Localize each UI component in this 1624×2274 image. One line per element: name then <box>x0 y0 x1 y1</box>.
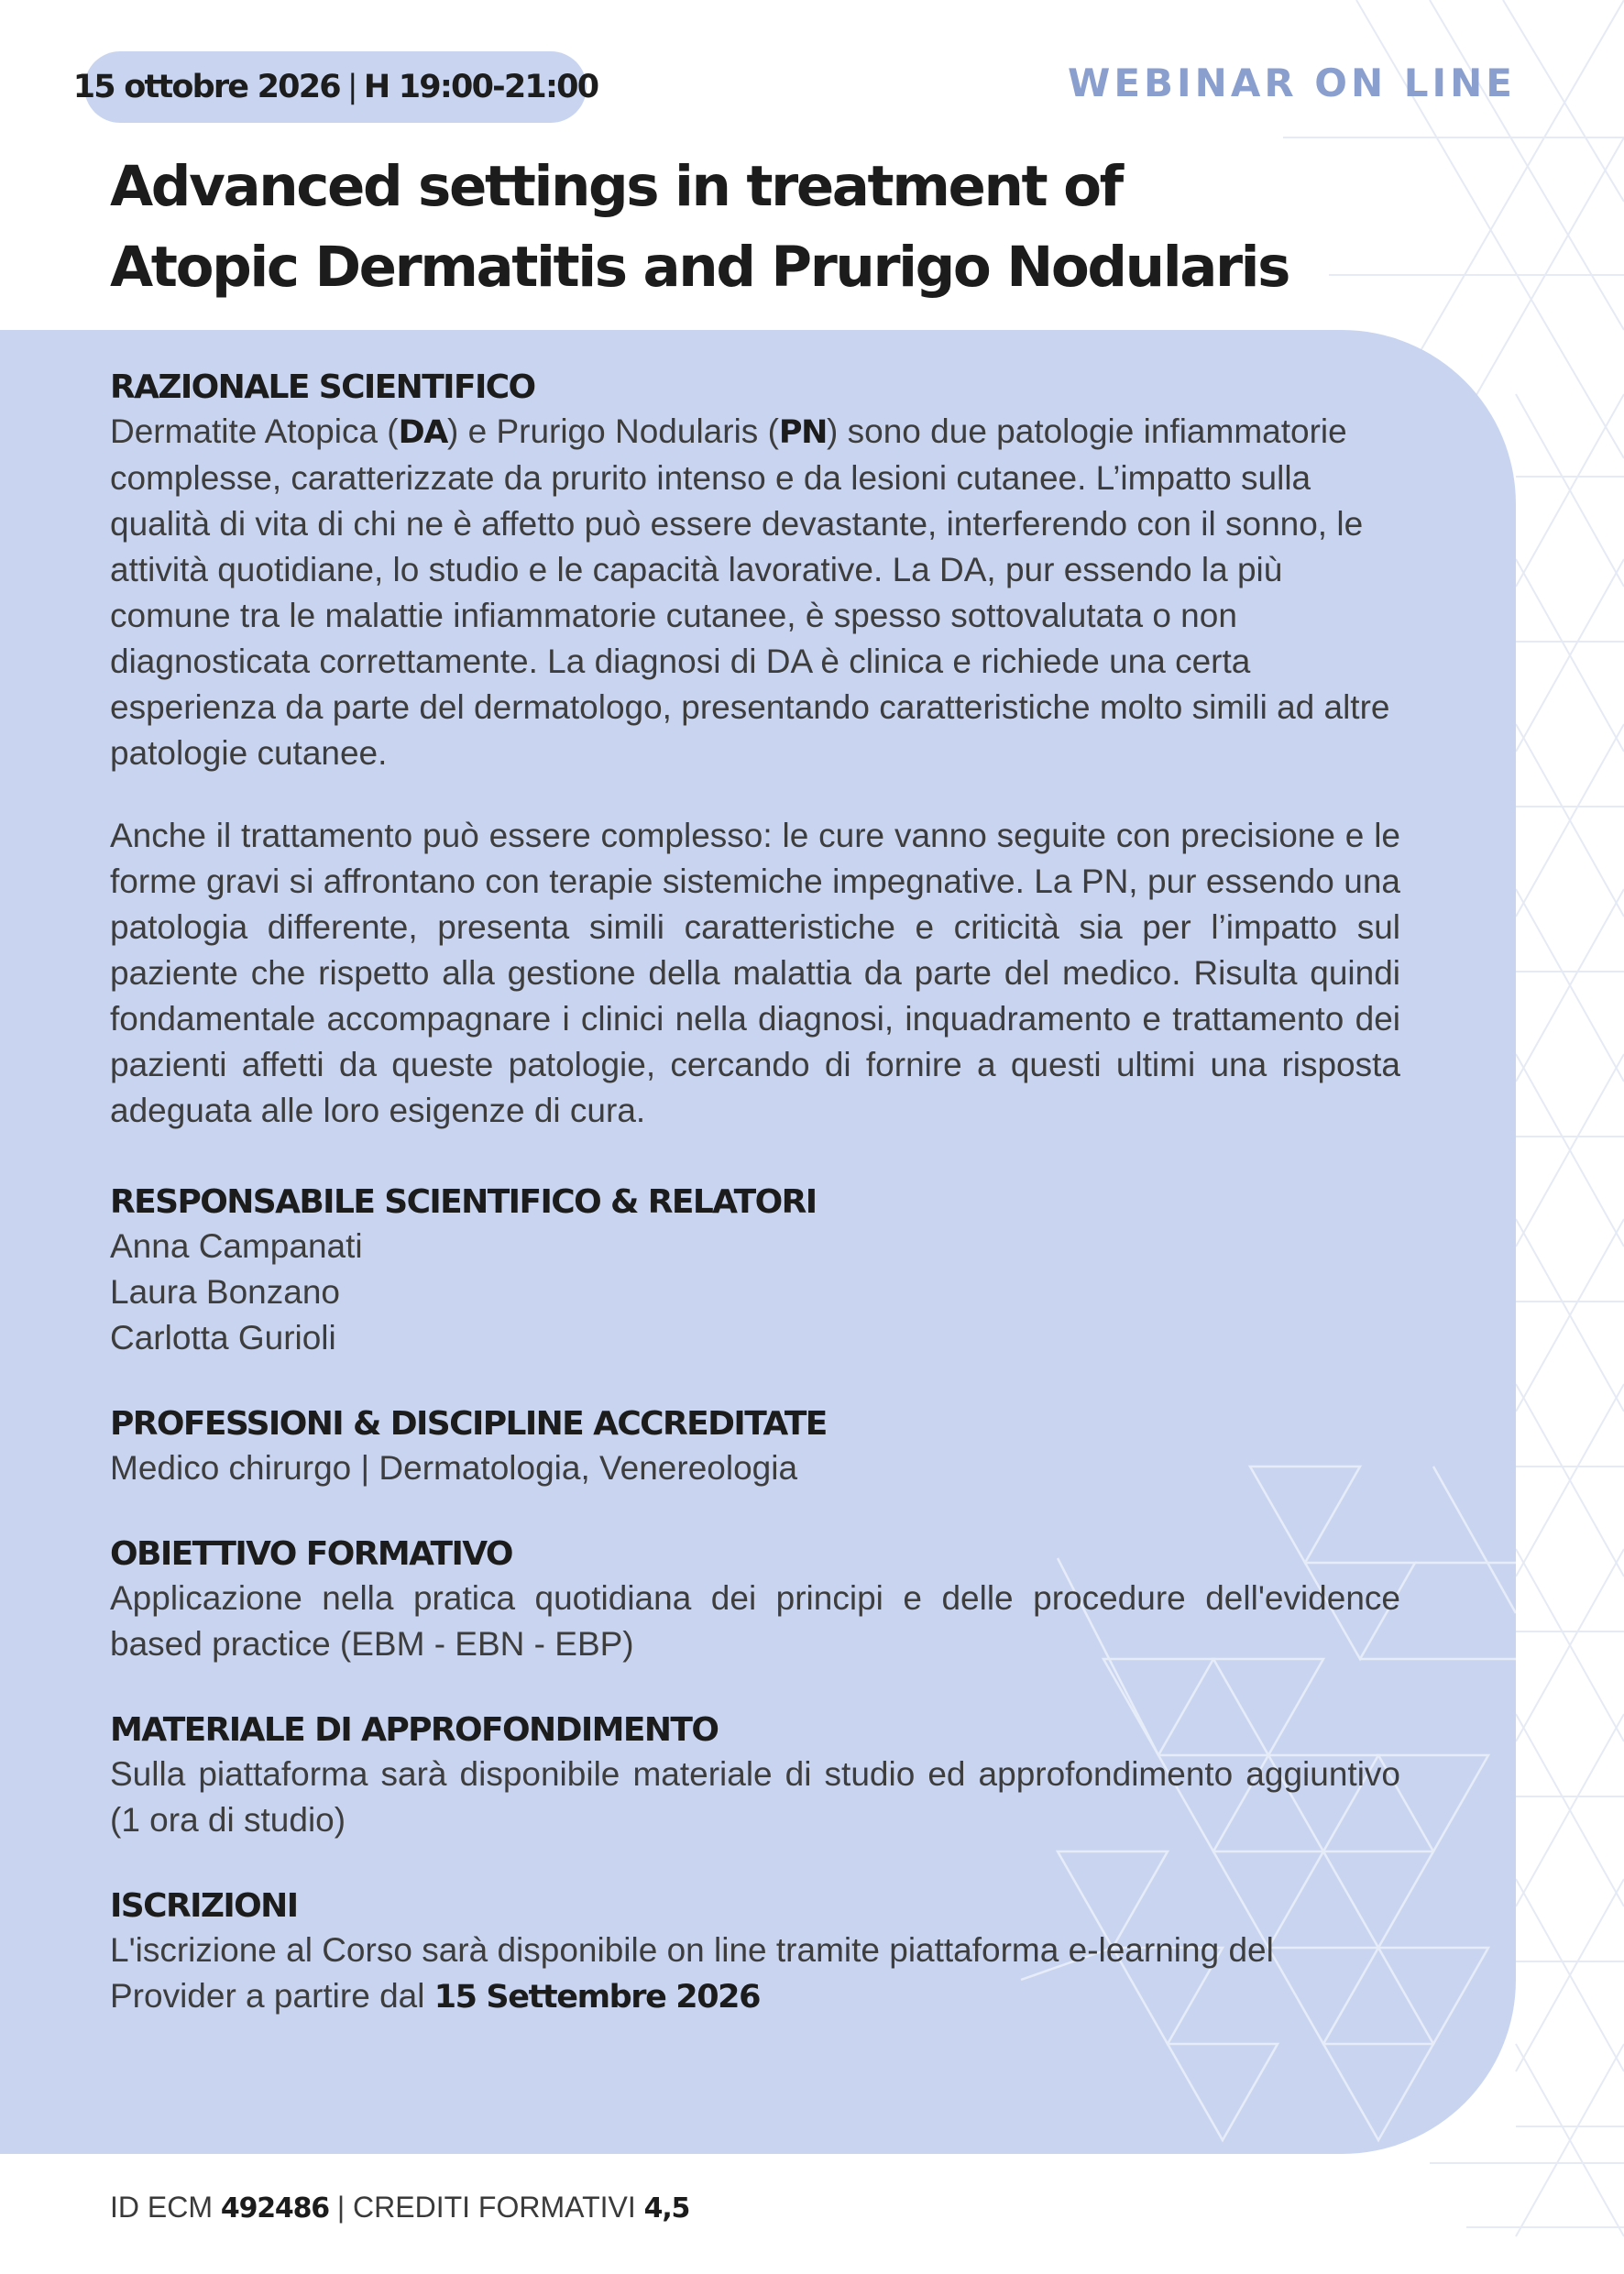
event-date-pill <box>72 51 598 123</box>
event-date: 15 ottobre 2026 <box>72 69 340 105</box>
iscrizioni-start-date: 15 Settembre 2026 <box>433 1979 761 2016</box>
iscrizioni-text-body: L'iscrizione al Corso sarà disponibile on line tramite piattaforma e-learning del Provider a partire dal <box>110 1931 1274 2015</box>
relatore-name: Laura Bonzano <box>110 1273 340 1311</box>
page-title <box>110 147 1289 308</box>
relatori-heading: RESPONSABILE SCIENTIFICO & RELATORI <box>110 1183 817 1221</box>
date-time-separator: | <box>346 69 357 105</box>
section-relatori <box>110 1181 1400 1361</box>
ecm-id-value: 492486 <box>220 2192 329 2225</box>
razionale-p1-text-3: ) sono due patologie infiammatorie complesse, caratterizzate da prurito intenso e da lesioni cutanee. L’impatto sulla qualità di vita di chi ne è affetto può essere devastante, interferendo con il sonno, le attività quotidiane, lo studio e le capacità lavorative. La DA, pur essendo la più comune tra le malattie infiammatorie cutanee, è spesso sottovalutata o non diagnosticata correttamente. La diagnosi di DA è clinica e richiede una certa esperienza da parte del dermatologo, presentando caratteristiche molto simili ad altre patologie cutanee. <box>110 412 1390 772</box>
relatore-name: Anna Campanati <box>110 1227 363 1265</box>
razionale-heading: RAZIONALE SCIENTIFICO <box>110 368 535 406</box>
content-body <box>110 367 1400 2020</box>
relatore-name: Carlotta Gurioli <box>110 1319 336 1357</box>
materiale-heading: MATERIALE DI APPROFONDIMENTO <box>110 1711 719 1749</box>
credits-label: CREDITI FORMATIVI <box>353 2191 636 2224</box>
iscrizioni-heading: ISCRIZIONI <box>110 1887 298 1925</box>
content-panel <box>0 330 1516 2154</box>
razionale-paragraph-2: Anche il trattamento può essere complesso: le cure vanno seguite con precisione e le forme gravi si affrontano con terapie sistemiche impegnative. La PN, pur essendo una patologia differente, presenta simili caratteristiche e criticità sia per l’impatto sul paziente che rispetto alla gestione della malattia da parte del medico. Risulta quindi fondamentale accompagnare i clinici nella diagnosi, inquadramento e trattamento dei pazienti affetti da queste patologie, cercando di fornire a questi ultimi una risposta adeguata alle loro esigenze di cura. <box>110 817 1400 1129</box>
section-professioni <box>110 1403 1400 1491</box>
obiettivo-heading: OBIETTIVO FORMATIVO <box>110 1535 512 1573</box>
razionale-paragraph-1 <box>110 409 1400 776</box>
event-type-label: WEBINAR ON LINE <box>1068 60 1516 105</box>
event-time: H 19:00-21:00 <box>363 69 598 105</box>
title-line-2: Atopic Dermatitis and Prurigo Nodularis <box>110 235 1289 300</box>
iscrizioni-text <box>110 1928 1400 2020</box>
materiale-text: Sulla piattaforma sarà disponibile materiale di studio ed approfondimento aggiuntivo (1 ora di studio) <box>110 1755 1400 1839</box>
razionale-p1-abbr-pn: PN <box>778 414 828 451</box>
footer-separator: | <box>336 2191 346 2224</box>
ecm-id-label: ID ECM <box>110 2191 213 2224</box>
section-razionale <box>110 367 1400 1134</box>
professioni-text: Medico chirurgo | Dermatologia, Venereologia <box>110 1449 798 1487</box>
section-iscrizioni <box>110 1885 1400 2020</box>
section-materiale <box>110 1709 1400 1843</box>
razionale-p1-text-1: Dermatite Atopica ( <box>110 412 399 450</box>
section-obiettivo <box>110 1533 1400 1667</box>
razionale-p1-text-2: ) e Prurigo Nodularis ( <box>446 412 779 450</box>
professioni-heading: PROFESSIONI & DISCIPLINE ACCREDITATE <box>110 1405 827 1443</box>
title-line-1: Advanced settings in treatment of <box>110 154 1122 219</box>
razionale-p1-abbr-da: DA <box>398 414 447 451</box>
credits-value: 4,5 <box>643 2192 690 2225</box>
footer-ecm-info <box>110 2191 689 2225</box>
obiettivo-text: Applicazione nella pratica quotidiana dei principi e delle procedure dell'evidence based practice (EBM - EBN - EBP) <box>110 1579 1400 1663</box>
